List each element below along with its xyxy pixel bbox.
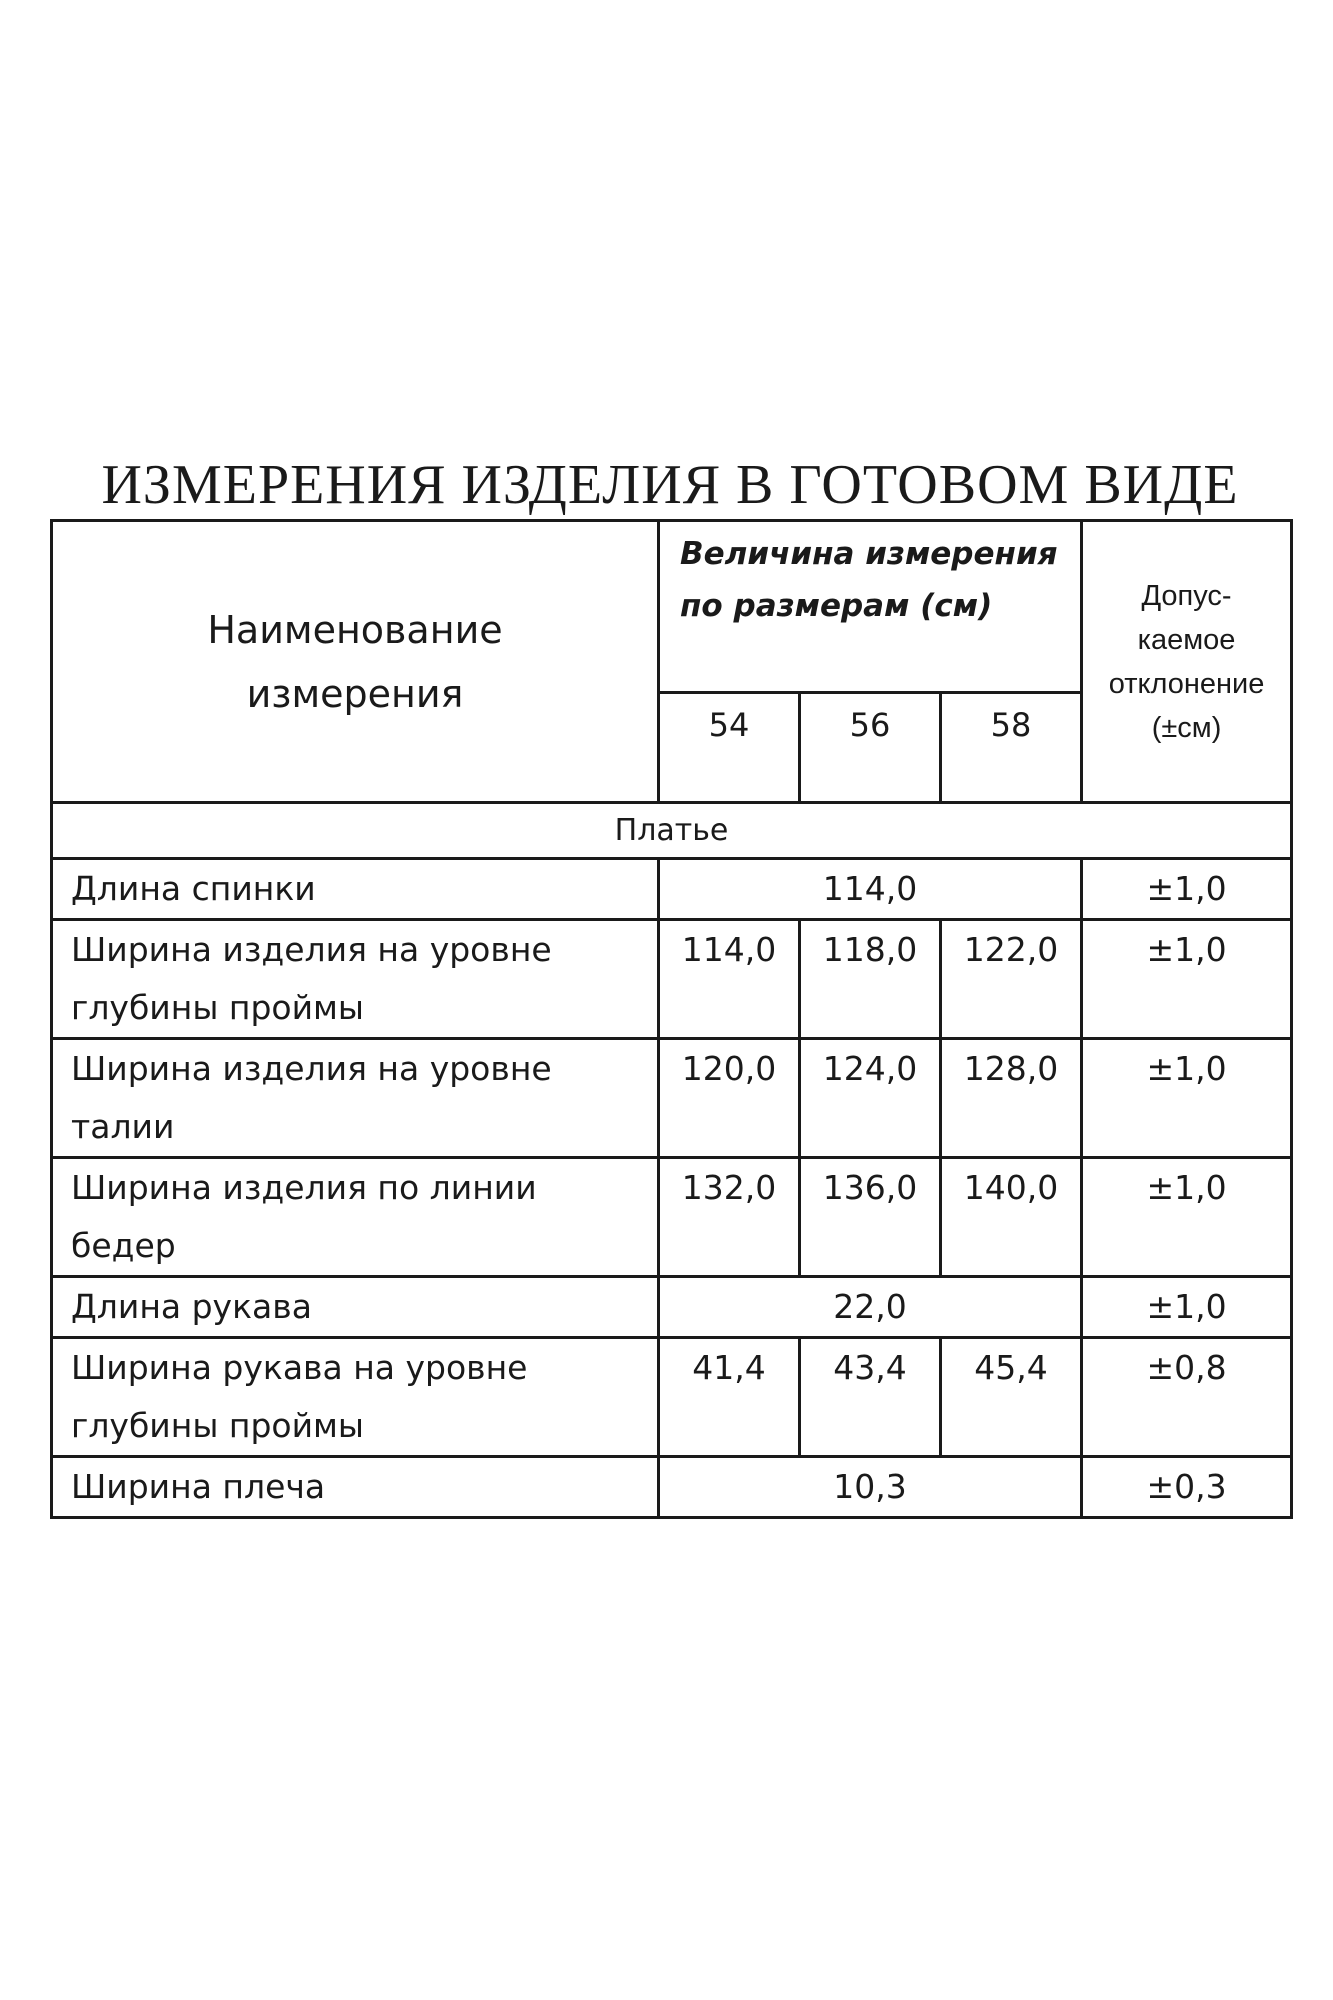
table-row <box>52 1039 1292 1158</box>
size-value: 120,0 <box>659 1039 800 1158</box>
table-row <box>52 1338 1292 1457</box>
size-value: 132,0 <box>659 1158 800 1277</box>
measurement-name: Ширина изделия на уровне талии <box>52 1039 659 1158</box>
size-header-58: 58 <box>941 693 1082 803</box>
size-value: 128,0 <box>941 1039 1082 1158</box>
table-row <box>52 1158 1292 1277</box>
size-value: 43,4 <box>800 1338 941 1457</box>
measurement-name-header <box>52 521 659 803</box>
table-row <box>52 920 1292 1039</box>
size-header-56: 56 <box>800 693 941 803</box>
measurement-name: Ширина плеча <box>52 1457 659 1518</box>
tolerance-value: ±1,0 <box>1082 1158 1292 1277</box>
header-name-line: измерения <box>246 671 464 716</box>
size-value: 140,0 <box>941 1158 1082 1277</box>
measurement-name: Ширина изделия по линии бедер <box>52 1158 659 1277</box>
tolerance-value: ±1,0 <box>1082 859 1292 920</box>
tolerance-header-line: Допус- <box>1141 579 1232 612</box>
common-value: 114,0 <box>659 859 1082 920</box>
header-name-line: Наименование <box>207 607 503 652</box>
measurement-name: Ширина рукава на уровне глубины проймы <box>52 1338 659 1457</box>
table-row <box>52 859 1292 920</box>
size-value: 124,0 <box>800 1039 941 1158</box>
header-row <box>52 521 1292 693</box>
tolerance-value: ±1,0 <box>1082 1277 1292 1338</box>
section-row <box>52 803 1292 859</box>
tolerance-value: ±0,8 <box>1082 1338 1292 1457</box>
tolerance-value: ±0,3 <box>1082 1457 1292 1518</box>
tolerance-header <box>1082 521 1292 803</box>
size-header-54: 54 <box>659 693 800 803</box>
common-value: 10,3 <box>659 1457 1082 1518</box>
measurement-name: Ширина изделия на уровне глубины проймы <box>52 920 659 1039</box>
size-value: 41,4 <box>659 1338 800 1457</box>
measurement-name: Длина рукава <box>52 1277 659 1338</box>
tolerance-value: ±1,0 <box>1082 1039 1292 1158</box>
measurements-table <box>50 519 1293 1519</box>
table-row <box>52 1277 1292 1338</box>
sizes-header-line: Величина измерения <box>680 536 1058 572</box>
measurement-name: Длина спинки <box>52 859 659 920</box>
section-label: Платье <box>52 803 1292 859</box>
tolerance-header-line: (±см) <box>1151 711 1222 744</box>
tolerance-header-line: отклонение <box>1108 667 1265 700</box>
size-value: 122,0 <box>941 920 1082 1039</box>
page-title: ИЗМЕРЕНИЯ ИЗДЕЛИЯ В ГОТОВОМ ВИДЕ <box>101 454 1239 516</box>
table-row <box>52 1457 1292 1518</box>
common-value: 22,0 <box>659 1277 1082 1338</box>
size-value: 118,0 <box>800 920 941 1039</box>
size-value: 45,4 <box>941 1338 1082 1457</box>
sizes-header <box>659 521 1082 693</box>
tolerance-header-line: каемое <box>1137 623 1236 656</box>
sizes-header-line: по размерам (см) <box>680 588 993 624</box>
tolerance-value: ±1,0 <box>1082 920 1292 1039</box>
size-value: 114,0 <box>659 920 800 1039</box>
size-value: 136,0 <box>800 1158 941 1277</box>
